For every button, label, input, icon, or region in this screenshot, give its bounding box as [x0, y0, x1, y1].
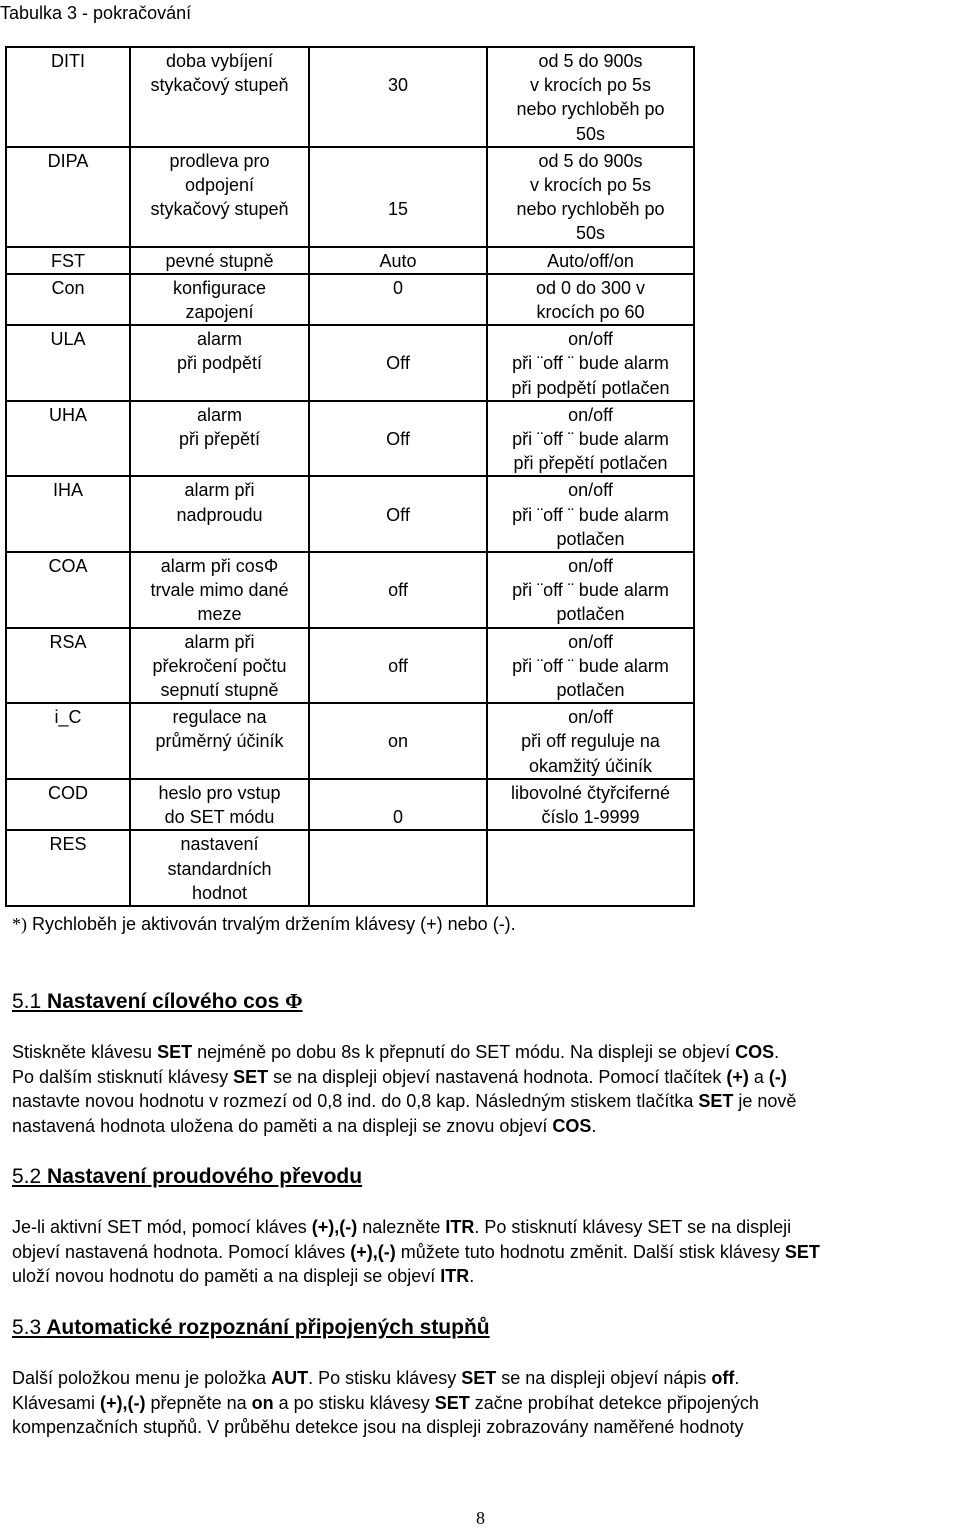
text-segment: uloží novou hodnotu do paměti a na displeji se objeví — [12, 1266, 441, 1286]
phi-symbol: Φ — [285, 989, 303, 1013]
section-title: Nastavení cílového cos — [41, 990, 286, 1013]
bold-text: ITR — [445, 1217, 475, 1237]
text-segment: . Po stisku klávesy — [308, 1368, 462, 1388]
bold-text: (+),(-) — [311, 1217, 358, 1237]
bold-text: SET — [698, 1091, 734, 1111]
param-range-cell: on/off při ¨off ¨ bude alarm při přepětí potlačen — [487, 401, 694, 477]
param-code-cell: Con — [6, 274, 130, 325]
paragraph-line — [12, 1391, 956, 1416]
paragraph-line — [12, 1240, 956, 1265]
section-paragraph-5-2 — [12, 1215, 956, 1289]
param-name-cell: regulace na průměrný účiník — [130, 703, 309, 779]
param-default-cell: Off — [309, 325, 487, 401]
paragraph-line — [12, 1114, 956, 1139]
bold-text: SET — [233, 1066, 269, 1087]
bold-text: COS — [735, 1042, 775, 1062]
param-default-cell — [309, 830, 487, 906]
param-code-cell: IHA — [6, 476, 130, 552]
bold-text: SET — [157, 1042, 193, 1062]
param-range-cell: libovolné čtyřciferné číslo 1-9999 — [487, 779, 694, 830]
text-segment: nalezněte — [357, 1217, 446, 1237]
page-number: 8 — [476, 1508, 485, 1528]
bold-text: (-) — [768, 1066, 787, 1087]
param-default-cell: Auto — [309, 247, 487, 274]
param-default-cell: 30 — [309, 47, 487, 147]
text-segment: . — [774, 1042, 780, 1062]
param-range-cell: od 0 do 300 v krocích po 60 — [487, 274, 694, 325]
param-code-cell: RES — [6, 830, 130, 906]
text-segment: a po stisku klávesy — [273, 1392, 435, 1413]
param-name-cell: nastavení standardních hodnot — [130, 830, 309, 906]
section-paragraph-5-1 — [12, 1040, 956, 1138]
param-name-cell: heslo pro vstup do SET módu — [130, 779, 309, 830]
text-segment: objeví nastavená hodnota. Pomocí kláves — [12, 1241, 351, 1262]
text-segment: Klávesami — [12, 1392, 101, 1413]
param-code-cell: i_C — [6, 703, 130, 779]
text-segment: se na displeji objeví nápis — [496, 1368, 712, 1388]
section-number: 5.2 — [12, 1165, 42, 1188]
text-segment: Další položkou menu je položka — [12, 1368, 272, 1388]
text-segment: je nově — [733, 1091, 797, 1111]
table-row — [6, 779, 694, 830]
paragraph-line — [12, 1415, 956, 1440]
table-caption: Tabulka 3 - pokračování — [0, 3, 192, 23]
parameter-table-body — [6, 47, 694, 906]
param-default-cell: Off — [309, 401, 487, 477]
param-name-cell: konfigurace zapojení — [130, 274, 309, 325]
param-default-cell: 0 — [309, 779, 487, 830]
section-paragraph-5-3 — [12, 1366, 956, 1440]
section-heading-5-3 — [12, 1315, 490, 1341]
param-name-cell: alarm při přepětí — [130, 401, 309, 477]
paragraph-line — [12, 1264, 956, 1289]
param-default-cell: Off — [309, 476, 487, 552]
param-name-cell: prodleva pro odpojení stykačový stupeň — [130, 147, 309, 247]
section-title: Nastavení proudového převodu — [41, 1165, 363, 1188]
text-segment: a — [748, 1066, 769, 1087]
table-row — [6, 401, 694, 477]
bold-text: (+),(-) — [100, 1392, 146, 1413]
bold-text: COS — [552, 1115, 592, 1136]
param-range-cell: od 5 do 900s v krocích po 5s nebo rychloběh po 50s — [487, 147, 694, 247]
text-segment: . — [469, 1266, 475, 1286]
text-segment: Po dalším stisknutí klávesy — [12, 1066, 234, 1087]
paragraph-line — [12, 1215, 956, 1240]
text-segment: . — [734, 1368, 740, 1388]
text-segment: přepněte na — [145, 1392, 252, 1413]
param-code-cell: RSA — [6, 628, 130, 704]
text-segment: . — [591, 1115, 597, 1136]
text-segment: Stiskněte klávesu — [12, 1042, 158, 1062]
param-range-cell: on/off při ¨off ¨ bude alarm potlačen — [487, 628, 694, 704]
param-code-cell: UHA — [6, 401, 130, 477]
param-default-cell: off — [309, 628, 487, 704]
bold-text: (+),(-) — [350, 1241, 396, 1262]
param-default-cell: 15 — [309, 147, 487, 247]
bold-text: off — [711, 1368, 735, 1388]
param-range-cell: on/off při ¨off ¨ bude alarm potlačen — [487, 552, 694, 628]
param-name-cell: alarm při podpětí — [130, 325, 309, 401]
section-heading-5-2 — [12, 1164, 362, 1190]
parameter-table — [5, 46, 695, 907]
param-code-cell: COA — [6, 552, 130, 628]
footnote-marker: *) — [12, 914, 27, 934]
table-row — [6, 703, 694, 779]
bold-text: on — [251, 1392, 274, 1413]
param-default-cell: off — [309, 552, 487, 628]
text-segment: nastavená hodnota uložena do paměti a na displeji se znovu objeví — [12, 1115, 553, 1136]
section-title: Automatické rozpoznání připojených stupňů — [41, 1316, 490, 1339]
section-number: 5.1 — [12, 990, 42, 1013]
table-row — [6, 247, 694, 274]
table-row — [6, 47, 694, 147]
param-code-cell: COD — [6, 779, 130, 830]
param-name-cell: alarm při překročení počtu sepnutí stupně — [130, 628, 309, 704]
param-range-cell: on/off při ¨off ¨ bude alarm při podpětí potlačen — [487, 325, 694, 401]
paragraph-line — [12, 1065, 956, 1090]
text-segment: kompenzačních stupňů. V průběhu detekce jsou na displeji zobrazovány naměřené hodnoty — [12, 1417, 744, 1437]
param-default-cell: 0 — [309, 274, 487, 325]
table-row — [6, 147, 694, 247]
paragraph-line — [12, 1366, 956, 1391]
table-row — [6, 476, 694, 552]
table-row — [6, 325, 694, 401]
text-segment: můžete tuto hodnotu změnit. Další stisk klávesy — [395, 1241, 785, 1262]
param-range-cell: Auto/off/on — [487, 247, 694, 274]
table-row — [6, 830, 694, 906]
param-name-cell: alarm při cosΦ trvale mimo dané meze — [130, 552, 309, 628]
bold-text: SET — [434, 1392, 470, 1413]
param-range-cell: on/off při off reguluje na okamžitý účiník — [487, 703, 694, 779]
footnote — [12, 912, 516, 936]
param-name-cell: doba vybíjení stykačový stupeň — [130, 47, 309, 147]
param-code-cell: DIPA — [6, 147, 130, 247]
table-row — [6, 628, 694, 704]
footnote-text: Rychloběh je aktivován trvalým držením klávesy (+) nebo (-). — [27, 914, 516, 934]
bold-text: SET — [784, 1241, 820, 1262]
text-segment: nastavte novou hodnotu v rozmezí od 0,8 ind. do 0,8 kap. Následným stiskem tlačítka — [12, 1091, 699, 1111]
param-name-cell: pevné stupně — [130, 247, 309, 274]
paragraph-line — [12, 1089, 956, 1114]
text-segment: . Po stisknutí klávesy SET se na displeji — [474, 1217, 792, 1237]
text-segment: nejméně po dobu 8s k přepnutí do SET módu. Na displeji se objeví — [192, 1042, 736, 1062]
param-name-cell: alarm při nadproudu — [130, 476, 309, 552]
param-code-cell: ULA — [6, 325, 130, 401]
section-heading-5-1 — [12, 988, 303, 1015]
param-range-cell: od 5 do 900s v krocích po 5s nebo rychloběh po 50s — [487, 47, 694, 147]
bold-text: (+) — [726, 1066, 749, 1087]
param-range-cell: on/off při ¨off ¨ bude alarm potlačen — [487, 476, 694, 552]
bold-text: AUT — [271, 1368, 309, 1388]
param-code-cell: FST — [6, 247, 130, 274]
section-number: 5.3 — [12, 1316, 42, 1339]
text-segment: se na displeji objeví nastavená hodnota. Pomocí tlačítek — [268, 1066, 727, 1087]
bold-text: SET — [461, 1368, 497, 1388]
text-segment: začne probíhat detekce připojených — [469, 1392, 759, 1413]
bold-text: ITR — [440, 1266, 470, 1286]
param-code-cell: DITI — [6, 47, 130, 147]
param-default-cell: on — [309, 703, 487, 779]
paragraph-line — [12, 1040, 956, 1065]
text-segment: Je-li aktivní SET mód, pomocí kláves — [12, 1217, 312, 1237]
table-row — [6, 274, 694, 325]
param-range-cell — [487, 830, 694, 906]
table-row — [6, 552, 694, 628]
